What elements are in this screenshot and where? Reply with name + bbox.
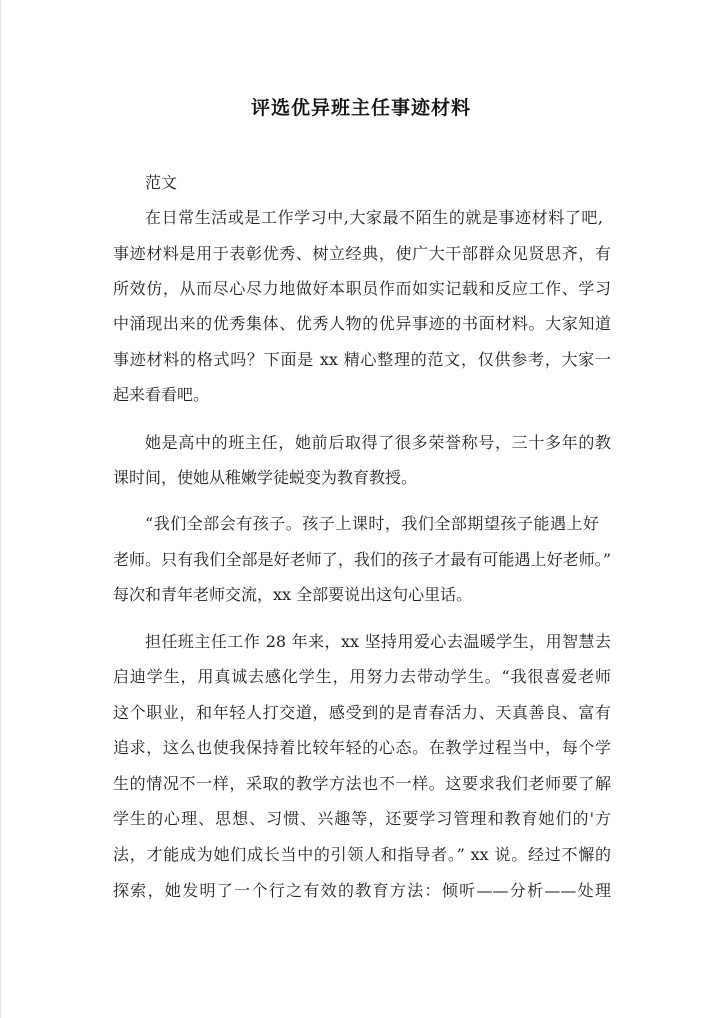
text-line: 所效仿，从而尽心尽力地做好本职员作而如实记载和反应工作、学习 [113,279,611,298]
text-line: 启迪学生，用真诚去感化学生，用努力去带动学生。“我很喜爱老师 [113,667,611,686]
text-line: 在日常生活或是工作学习中,大家最不陌生的就是事迹材料了吧, [145,208,603,227]
text-line: 担任班主任工作 28 年来，xx 坚持用爱心去温暖学生，用智慧去 [145,632,611,651]
text-line: 法，才能成为她们成长当中的引领人和指导者。” xx 说。经过不懈的 [113,845,611,864]
text-line: 她是高中的班主任，她前后取得了很多荣誉称号，三十多年的教 [145,433,611,452]
text-line: 范文 [145,173,178,192]
text-line: 学生的心理、思想、习惯、兴趣等，还要学习管理和教育她们的'方 [113,809,611,828]
text-line: 事迹材料是用于表彰优秀、树立经典，使广大干部群众见贤思齐，有 [113,244,611,263]
text-line: “我们全部会有孩子。孩子上课时，我们全部期望孩子能遇上好 [145,514,599,533]
document-title: 评选优异班主任事迹材料 [250,97,471,119]
text-line: 中涌现出来的优秀集体、优秀人物的优异事迹的书面材料。大家知道 [113,314,611,333]
text-line: 每次和青年老师交流，xx 全部要说出这句心里话。 [113,585,473,604]
text-line: 这个职业，和年轻人打交道，感受到的是青春活力、天真善良、富有 [113,703,611,722]
text-line: 课时间，使她从稚嫩学徒蜕变为教育教授。 [113,468,418,487]
text-line: 老师。只有我们全部是好老师了，我们的孩子才最有可能遇上好老师。” [113,550,611,569]
text-line: 生的情况不一样，采取的教学方法也不一样。这要求我们老师要了解 [113,774,611,793]
text-line: 起来看看吧。 [113,385,210,404]
text-line: 事迹材料的格式吗？下面是 xx 精心整理的范文，仅供参考，大家一 [113,350,611,369]
text-line: 追求，这么也使我保持着比较年轻的心态。在教学过程当中，每个学 [113,738,611,757]
text-line: 探索，她发明了一个行之有效的教育方法：倾听——分析——处理 [113,881,611,900]
